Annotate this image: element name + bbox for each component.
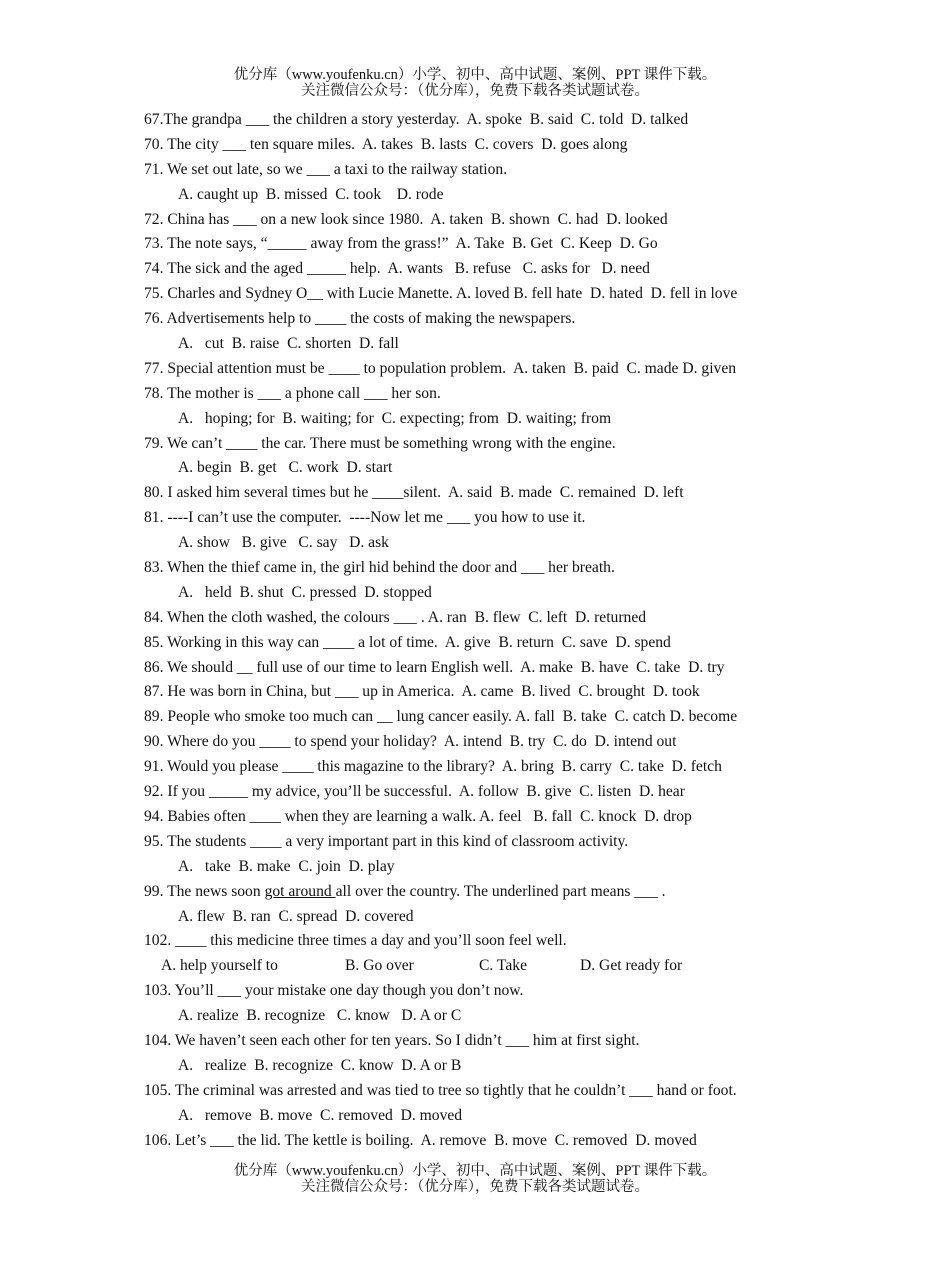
question-73: 73. The note says, “_____ away from the grass!” A. Take B. Get C. Keep D. Go xyxy=(144,235,658,253)
question-103-options: A. realize B. recognize C. know D. A or C xyxy=(178,1007,462,1025)
question-105: 105. The criminal was arrested and was tied to tree so tightly that he couldn’t ___ hand or foot. xyxy=(144,1081,737,1099)
question-92: 92. If you _____ my advice, you’ll be successful. A. follow B. give C. listen D. hear xyxy=(144,783,685,801)
question-79: 79. We can’t ____ the car. There must be something wrong with the engine. xyxy=(144,434,616,452)
question-list xyxy=(144,108,934,1153)
question-78-options: A. hoping; for B. waiting; for C. expecting; from D. waiting; from xyxy=(178,409,612,427)
question-102-options xyxy=(144,954,934,979)
question-81-options: A. show B. give C. say D. ask xyxy=(178,534,389,552)
question-99 xyxy=(144,880,934,905)
question-72: 72. China has ___ on a new look since 1980. A. taken B. shown C. had D. looked xyxy=(144,210,668,228)
question-79-options: A. begin B. get C. work D. start xyxy=(178,459,393,477)
question-99-options: A. flew B. ran C. spread D. covered xyxy=(178,907,414,925)
question-102-option-b: B. Go over xyxy=(345,957,414,975)
question-89: 89. People who smoke too much can __ lung cancer easily. A. fall B. take C. catch D. become xyxy=(144,708,738,726)
question-77: 77. Special attention must be ____ to population problem. A. taken B. paid C. made D. given xyxy=(144,359,737,377)
header-line-2: 关注微信公众号：（优分库），免费下载各类试题试卷。 xyxy=(301,83,649,99)
question-81: 81. ----I can’t use the computer. ----Now let me ___ you how to use it. xyxy=(144,509,586,527)
question-94: 94. Babies often ____ when they are learning a walk. A. feel B. fall C. knock D. drop xyxy=(144,807,692,825)
question-99-text-before: 99. The news soon xyxy=(144,882,265,900)
page-footer xyxy=(0,1163,950,1195)
question-106: 106. Let’s ___ the lid. The kettle is boiling. A. remove B. move C. removed D. moved xyxy=(144,1131,697,1149)
question-102-option-d: D. Get ready for xyxy=(580,957,683,975)
question-80: 80. I asked him several times but he ____silent. A. said B. made C. remained D. left xyxy=(144,484,684,502)
question-105-options: A. remove B. move C. removed D. moved xyxy=(178,1106,463,1124)
question-102-option-c: C. Take xyxy=(479,957,527,975)
footer-line-1: 优分库（www.youfenku.cn）小学、初中、高中试题、案例、PPT 课件下载。 xyxy=(233,1163,717,1179)
question-75: 75. Charles and Sydney O__ with Lucie Manette. A. loved B. fell hate D. hated D. fell in love xyxy=(144,285,738,303)
question-86: 86. We should __ full use of our time to learn English well. A. make B. have C. take D. try xyxy=(144,658,725,676)
question-85: 85. Working in this way can ____ a lot of time. A. give B. return C. save D. spend xyxy=(144,633,671,651)
question-102: 102. ____ this medicine three times a day and you’ll soon feel well. xyxy=(144,932,567,950)
question-74: 74. The sick and the aged _____ help. A. wants B. refuse C. asks for D. need xyxy=(144,260,650,278)
question-99-text-after: all over the country. The underlined part means ___ . xyxy=(335,882,666,900)
question-83-options: A. held B. shut C. pressed D. stopped xyxy=(178,583,432,601)
question-99-underlined-phrase: got around xyxy=(264,882,336,900)
question-84: 84. When the cloth washed, the colours ___ . A. ran B. flew C. left D. returned xyxy=(144,608,647,626)
question-103: 103. You’ll ___ your mistake one day though you don’t now. xyxy=(144,982,524,1000)
question-91: 91. Would you please ____ this magazine to the library? A. bring B. carry C. take D. fetch xyxy=(144,758,722,776)
question-78: 78. The mother is ___ a phone call ___ her son. xyxy=(144,384,441,402)
question-76-options: A. cut B. raise C. shorten D. fall xyxy=(178,335,399,353)
page-header xyxy=(0,67,950,99)
question-83: 83. When the thief came in, the girl hid behind the door and ___ her breath. xyxy=(144,559,615,577)
question-104-options: A. realize B. recognize C. know D. A or B xyxy=(178,1056,462,1074)
question-70: 70. The city ___ ten square miles. A. takes B. lasts C. covers D. goes along xyxy=(144,135,628,153)
question-87: 87. He was born in China, but ___ up in America. A. came B. lived C. brought D. took xyxy=(144,683,700,701)
question-95: 95. The students ____ a very important part in this kind of classroom activity. xyxy=(144,832,629,850)
footer-line-2: 关注微信公众号：（优分库），免费下载各类试题试卷。 xyxy=(301,1179,649,1195)
question-102-option-a: A. help yourself to xyxy=(161,957,278,975)
question-67: 67.The grandpa ___ the children a story yesterday. A. spoke B. said C. told D. talked xyxy=(144,111,689,128)
question-71: 71. We set out late, so we ___ a taxi to the railway station. xyxy=(144,160,508,178)
question-104: 104. We haven’t seen each other for ten years. So I didn’t ___ him at first sight. xyxy=(144,1031,640,1049)
question-90: 90. Where do you ____ to spend your holiday? A. intend B. try C. do D. intend out xyxy=(144,733,677,751)
question-95-options: A. take B. make C. join D. play xyxy=(178,857,395,875)
question-71-options: A. caught up B. missed C. took D. rode xyxy=(178,185,444,203)
header-line-1: 优分库（www.youfenku.cn）小学、初中、高中试题、案例、PPT 课件下载。 xyxy=(233,67,717,83)
question-76: 76. Advertisements help to ____ the costs of making the newspapers. xyxy=(144,310,576,328)
